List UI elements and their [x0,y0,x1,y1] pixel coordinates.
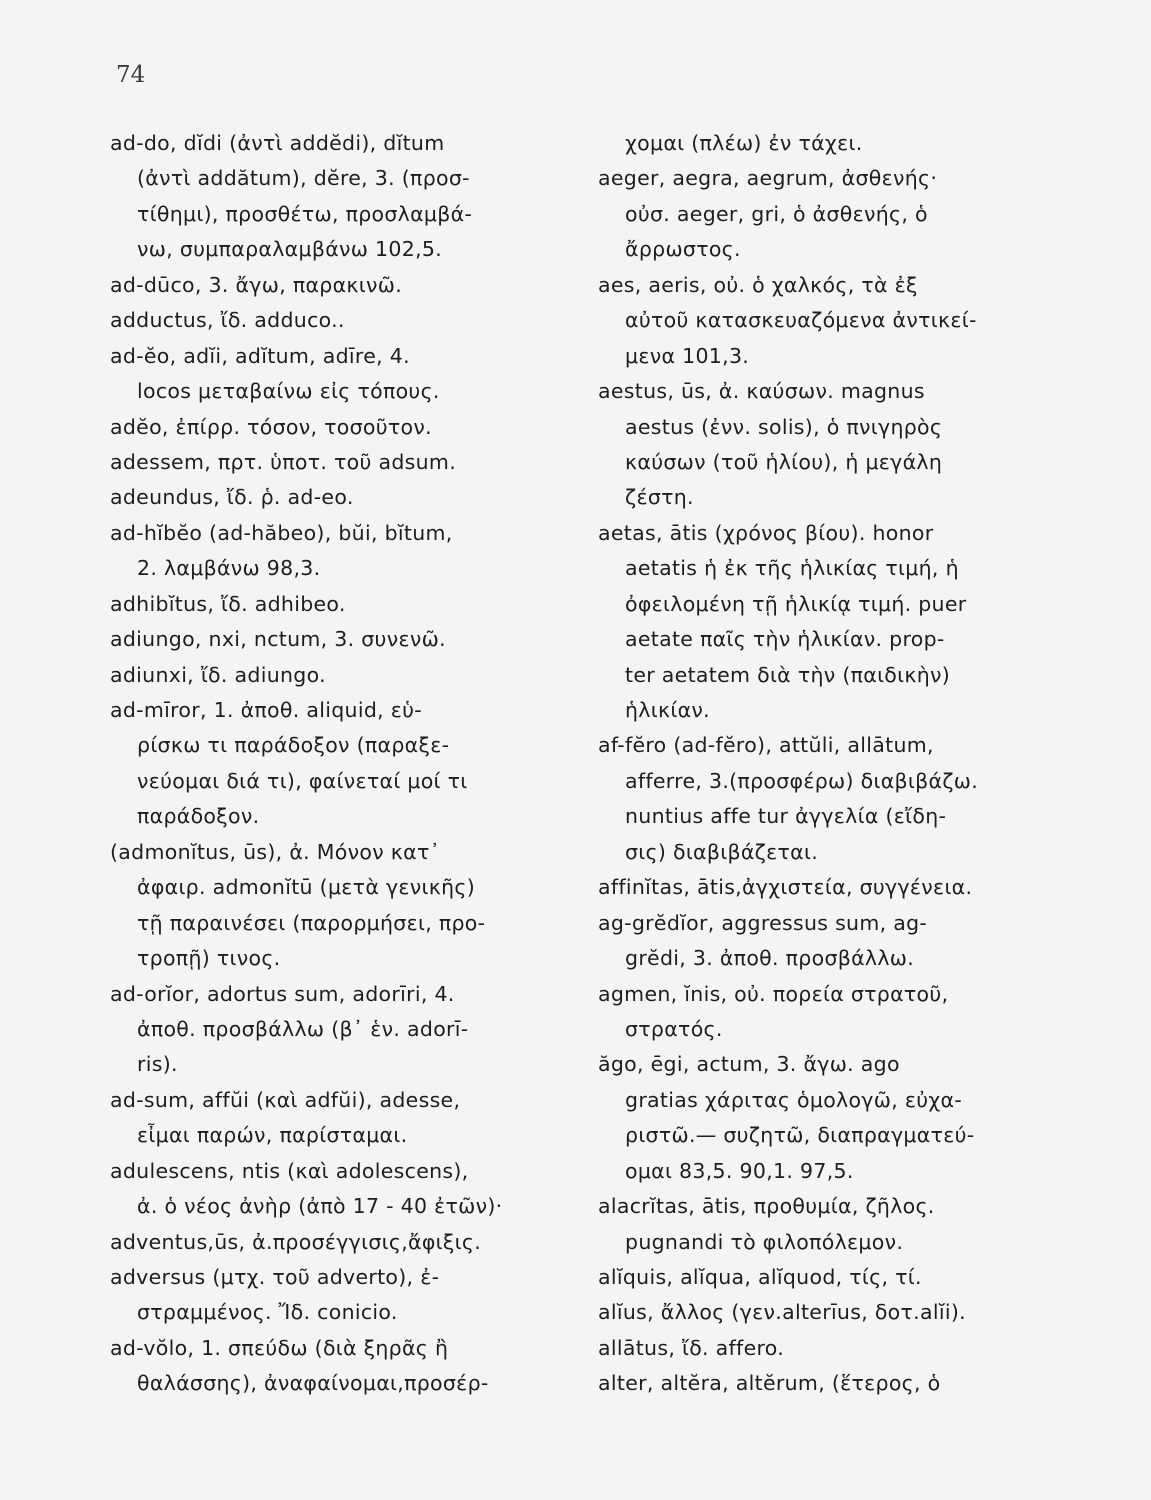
entry-line: ad-vŏlo, 1. σπεύδω (διὰ ξηρᾶς ἢ [110,1335,449,1360]
entry-line: νεύομαι διά τι), φαίνεταί μοί τι [137,768,468,793]
entry-line: σις) διαβιβάζεται. [625,839,819,864]
entry-line: καύσων (τοῦ ἡλίου), ἡ μεγάλη [625,449,943,474]
entry-line: gratias χάριτας ὁμολογῶ, εὐχα- [625,1087,963,1112]
entry-line: aeger, aegra, aegrum, ἀσθενής· [598,166,938,191]
entry-line: affinĭtas, ātis,ἀγχιστεία, συγγένεια. [598,875,973,900]
entry-line: τροπῇ) τινος. [137,946,281,971]
entry-line: 2. λαμβάνω 98,3. [137,556,321,581]
entry-line: ăgo, ēgi, actum, 3. ἄγω. ago [598,1052,900,1077]
entry-line: nuntius affe tur ἀγγελία (εἴδη- [625,804,947,829]
entry-line: aetate παῖς τὴν ἡλικίαν. prop- [625,627,945,652]
entry-line: εἶμαι παρών, παρίσταμαι. [137,1123,408,1148]
entry-line: agmen, ĭnis, οὐ. πορεία στρατοῦ, [598,981,949,1006]
entry-line: adhibĭtus, ἴδ. adhibeo. [110,591,346,616]
entry-line: adessem, πρτ. ὑποτ. τοῦ adsum. [110,449,457,474]
page-number: 74 [116,62,146,88]
entry-line: στραμμένος. Ἴδ. conicio. [137,1300,398,1325]
entry-line: ριστῶ.— συζητῶ, διαπραγματεύ- [625,1123,975,1148]
entry-line: aetatis ἡ ἐκ τῆς ἡλικίας τιμή, ἡ [625,556,959,581]
entry-line: allātus, ἴδ. affero. [598,1335,785,1360]
entry-line: ζέστη. [625,485,694,510]
entry-line: τῇ παραινέσει (παρορμήσει, προ- [137,910,486,935]
entry-line: χομαι (πλέω) ἐν τάχει. [625,131,863,155]
entry-line: ad-dūco, 3. ἄγω, παρακινῶ. [110,272,403,297]
entry-line: grĕdi, 3. ἀποθ. προσβάλλω. [625,946,915,971]
entry-line: alĭus, ἄλλος (γεν.alterīus, δοτ.alĭi). [598,1300,966,1325]
entry-line: ter aetatem διὰ τὴν (παιδικὴν) [625,662,951,687]
entry-line: af-fĕro (ad-fĕro), attŭli, allātum, [598,733,934,758]
entry-line: ad-mīror, 1. ἀποθ. aliquid, εὑ- [110,698,423,722]
entry-line: στρατός. [625,1016,723,1041]
entry-line: ομαι 83,5. 90,1. 97,5. [625,1158,854,1183]
entry-line: afferre, 3.(προσφέρω) διαβιβάζω. [625,768,979,793]
entry-line: ag-grĕdĭor, aggressus sum, ag- [598,910,928,935]
entry-line: ἀφαιρ. admonĭtū (μετὰ γενικῆς) [137,875,476,900]
entry-line: ad-orĭor, adortus sum, adorīri, 4. [110,981,455,1006]
entry-line: aestus (ἐνν. solis), ὁ πνιγηρὸς [625,414,943,439]
entry-line: ad-do, dĭdi (ἀντὶ addĕdi), dĭtum [110,131,445,155]
entry-line: (ἀντὶ addătum), dĕre, 3. (προσ- [137,166,470,191]
entry-line: adductus, ἴδ. adduco.. [110,308,345,333]
entry-line: locos μεταβαίνω εἰς τόπους. [137,379,440,404]
entry-line: ἄρρωστος. [625,237,741,262]
entry-line: adeundus, ἴδ. ῥ. ad-eo. [110,485,354,510]
entry-line: adversus (μτχ. τοῦ adverto), ἐ- [110,1265,440,1289]
entry-line: νω, συμπαραλαμβάνω 102,5. [137,237,443,262]
entry-line: aestus, ūs, ἀ. καύσων. magnus [598,379,925,404]
entry-line: aes, aeris, οὐ. ὁ χαλκός, τὰ ἐξ [598,272,918,297]
entry-line: alter, altĕra, altĕrum, (ἕτερος, ὁ [598,1371,941,1396]
left-column [110,126,568,1402]
entry-line: alĭquis, alĭqua, alĭquod, τίς, τί. [598,1265,922,1289]
entry-line: ρίσκω τι παράδοξον (παραξε- [137,733,450,758]
entry-line: ἀποθ. προσβάλλω (β᾽ ἑν. adorī- [137,1016,469,1041]
entry-line: ἀ. ὁ νέος ἀνὴρ (ἀπὸ 17 - 40 ἐτῶν)· [137,1194,503,1219]
entry-line: ris). [137,1052,178,1077]
entry-line: αὐτοῦ κατασκευαζόμενα ἀντικεί- [625,308,977,333]
entry-line: οὐσ. aeger, gri, ὁ ἀσθενής, ὁ [625,201,928,226]
entry-line: adventus,ūs, ἀ.προσέγγισις,ἄφιξις. [110,1229,482,1254]
entry-line: ἡλικίαν. [625,698,710,722]
entry-line: ad-hĭbĕo (ad-hăbeo), bŭi, bĭtum, [110,520,453,545]
entry-line: pugnandi τὸ φιλοπόλεμον. [625,1229,904,1254]
entry-line: ὀφειλομένη τῇ ἡλικίᾳ τιμή. puer [625,591,967,616]
entry-line: (admonĭtus, ūs), ἀ. Μόνον κατ᾽ [110,839,441,864]
entry-line: adiunxi, ἴδ. adiungo. [110,662,326,687]
entry-line: adĕo, ἐπίρρ. τόσον, τοσοῦτον. [110,414,432,439]
entry-line: θαλάσσης), ἀναφαίνομαι,προσέρ- [137,1371,489,1396]
entry-line: ad-ĕo, adĭi, adĭtum, adīre, 4. [110,343,410,368]
entry-line: aetas, ātis (χρόνος βίου). honor [598,520,934,545]
entry-line: adulescens, ntis (καὶ adolescens), [110,1158,469,1183]
entry-line: παράδοξον. [137,804,260,829]
entry-line: ad-sum, affŭi (καὶ adfŭi), adesse, [110,1087,461,1112]
right-column [598,126,1078,1402]
entry-line: τίθημι), προσθέτω, προσλαμβά- [137,201,473,226]
entry-line: adiungo, nxi, nctum, 3. συνενῶ. [110,627,446,652]
entry-line: μενα 101,3. [625,343,750,368]
entry-line: alacrĭtas, ātis, προθυμία, ζῆλος. [598,1194,935,1219]
